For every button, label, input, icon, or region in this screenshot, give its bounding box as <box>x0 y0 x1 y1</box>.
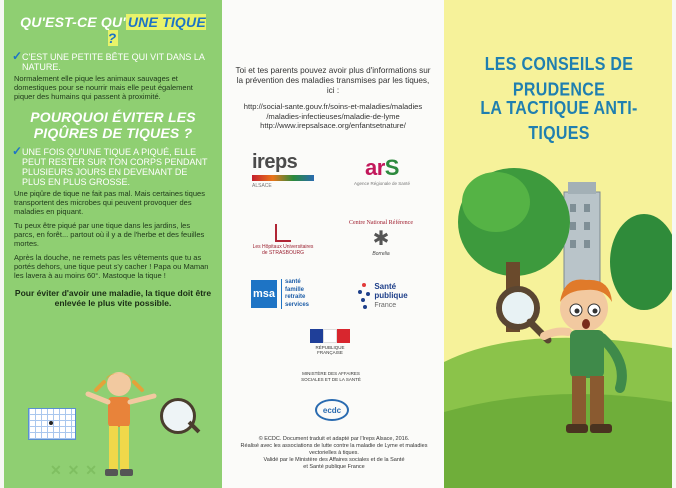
tick-grid-card-icon <box>28 408 76 440</box>
sante-publique-france-logo: Santé publique France <box>348 276 418 316</box>
lead-tick-lives-in-nature: ✓ C'EST UNE PETITE BÊTE QUI VIT DANS LA NATURE. <box>12 49 205 72</box>
ministry-logo: MINISTÈRE DES AFFAIRES SOCIALES ET DE LA SANTÉ <box>301 371 361 382</box>
credits-footer: © ECDC. Document traduit et adapté par l'Ireps Alsace, 2016. Réalisé avec les associations de lutte contre la maladie de Lyme et maladies vectorielles à tiques. Validé par le Ministère des Affaires sociales et de la Santé et Santé publique France <box>240 436 428 470</box>
link-social-sante[interactable]: http://social-sante.gouv.fr/soins-et-maladies/maladies <box>243 102 423 111</box>
hospital-icon <box>275 224 291 242</box>
callout-remove-tick-quickly: Pour éviter d'avoir une maladie, la tique doit être enlevée le plus vite possible. <box>14 288 212 308</box>
cover-title-line2: LA TACTIQUE ANTI-TIQUES <box>480 99 638 144</box>
left-body-text <box>14 189 212 280</box>
republique-francaise-logo: RÉPUBLIQUE FRANÇAISE <box>304 322 356 362</box>
checkmark-icon: ✓ <box>12 49 23 63</box>
cnr-borrelia-logo: Centre National Référence ✱ Borrelia <box>349 219 413 257</box>
paragraph-tick-description: Normalement elle pique les animaux sauvages et domestiques pour se nourrir mais elle peut également piquer des humains qui passent à proximité. <box>14 74 193 101</box>
boy-with-magnifier-illustration <box>444 112 672 488</box>
paragraph-microbes: Une piqûre de tique ne fait pas mal. Mais certaines tiques transportent des microbes qui peuvent provoquer des maladies en piquant. <box>14 189 205 216</box>
checkmark-icon: ✓ <box>12 144 23 158</box>
heading-what-is-tick-pre: QU'EST-CE QU' <box>20 14 126 30</box>
french-flag-icon <box>310 329 350 343</box>
magnifier-icon <box>160 398 196 434</box>
paragraph-after-shower: Après la douche, ne remets pas les vêtements que tu as portés dehors, une tique peut s'y cacher ! Papa ou Maman les lavera à au moins 60°. Mastoque la tique ! <box>14 253 209 280</box>
link-social-sante-cont[interactable]: /maladies-infectieuses/maladie-de-lyme <box>266 111 400 121</box>
info-links <box>234 102 432 131</box>
heading-what-is-tick <box>14 14 212 46</box>
hopitaux-strasbourg-logo: Les Hôpitaux Universitaires de STRASBOURG <box>252 218 314 262</box>
paragraph-where-bitten: Tu peux être piqué par une tique dans les jardins, les parcs, en forêt... partout où il y a de l'herbe et des feuilles mortes. <box>14 221 205 248</box>
ars-logo: arS Agence Régionale de Santé <box>353 154 411 186</box>
tick-icon: ✱ <box>372 227 390 250</box>
left-bleedthrough-text: ✕ ✕ ✕ <box>50 462 98 478</box>
dots-icon <box>358 283 370 309</box>
ecdc-logo: ecdc <box>302 392 362 428</box>
heading-why-avoid-bites: POURQUOI ÉVITER LES PIQÛRES DE TIQUES ? <box>30 109 196 141</box>
info-intro: Toi et tes parents pouvez avoir plus d'informations sur la prévention des maladies transmises par les tiques, ici : <box>235 66 431 95</box>
heading-what-is-tick-highlight: UNE TIQUE ? <box>107 14 206 46</box>
msa-logo: msa santé famille retraite services <box>252 279 310 308</box>
ireps-logo: ireps ALSACE <box>252 148 320 192</box>
lead-tick-stays-on-body: ✓ UNE FOIS QU'UNE TIQUE A PIQUÉ, ELLE PEUT RESTER SUR TON CORPS PENDANT PLUSIEURS JOURS EN DEVENANT DE PLUS EN PLUS GROSSE. <box>12 144 208 187</box>
link-ireps-alsace[interactable]: http://www.irepsalsace.org/enfantsetnature/ <box>260 121 406 130</box>
cover-title-line1: LES CONSEILS DE PRUDENCE <box>484 55 634 100</box>
